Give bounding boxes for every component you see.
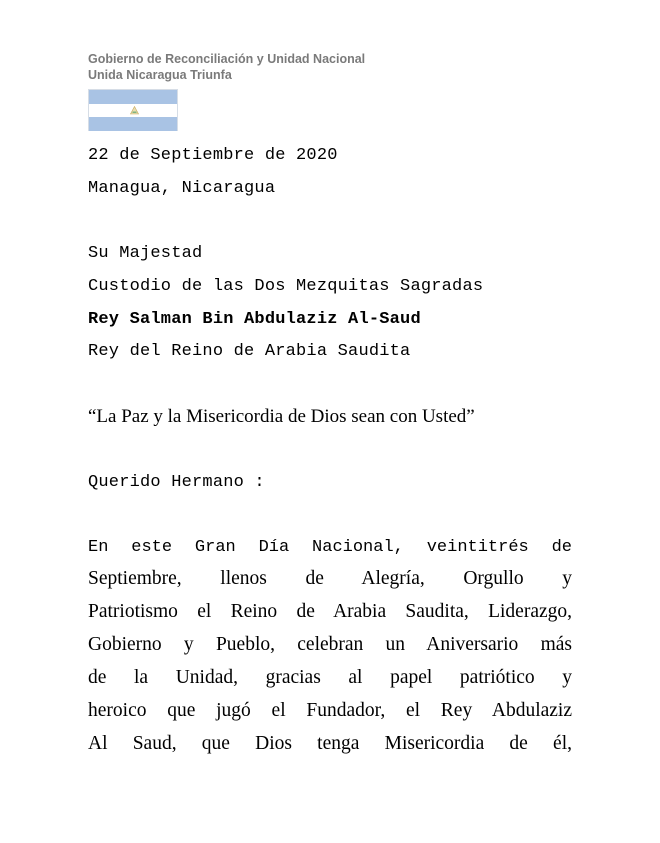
- letter-date: 22 de Septiembre de 2020: [88, 146, 338, 165]
- letterhead-slogan: Unida Nicaragua Triunfa: [88, 68, 232, 82]
- body-paragraph-line: Patriotismo el Reino de Arabia Saudita, Liderazgo,: [88, 601, 572, 622]
- body-paragraph-line: Al Saud, que Dios tenga Misericordia de él,: [88, 733, 572, 754]
- recipient-name: Rey Salman Bin Abdulaziz Al-Saud: [88, 310, 421, 329]
- greeting: Querido Hermano :: [88, 473, 265, 492]
- recipient-salutation: Su Majestad: [88, 244, 203, 263]
- letterhead-government-name: Gobierno de Reconciliación y Unidad Nacional: [88, 52, 366, 66]
- body-paragraph-line: de la Unidad, gracias al papel patriótico y: [88, 667, 572, 688]
- nicaragua-coat-of-arms-icon: [130, 106, 139, 115]
- body-paragraph-line: En este Gran Día Nacional, veintitrés de: [88, 538, 572, 557]
- recipient-title: Custodio de las Dos Mezquitas Sagradas: [88, 277, 484, 296]
- letter-place: Managua, Nicaragua: [88, 179, 276, 198]
- blessing-quote: “La Paz y la Misericordia de Dios sean con Usted”: [88, 406, 475, 427]
- body-paragraph-line: Septiembre, llenos de Alegría, Orgullo y: [88, 568, 572, 589]
- recipient-role: Rey del Reino de Arabia Saudita: [88, 342, 411, 361]
- letterhead: [88, 51, 365, 83]
- body-paragraph-line: heroico que jugó el Fundador, el Rey Abdulaziz: [88, 700, 572, 721]
- nicaragua-flag: [88, 89, 178, 131]
- body-paragraph-line: Gobierno y Pueblo, celebran un Aniversario más: [88, 634, 572, 655]
